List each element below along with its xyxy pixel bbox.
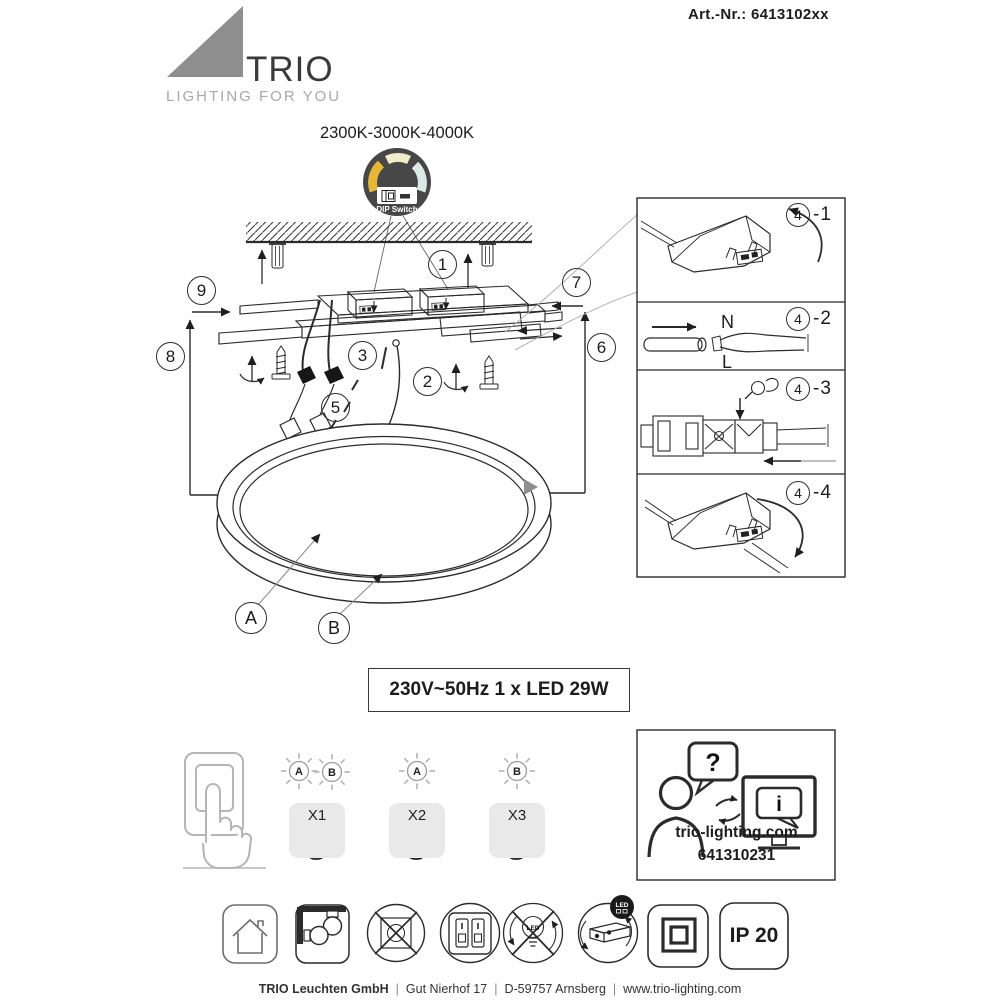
led-text-badge: LED (615, 902, 629, 909)
power-rating-box: 230V~50Hz 1 x LED 29W (368, 668, 630, 712)
lamp-indicator-suns (281, 753, 535, 790)
wall-anchor-right (479, 244, 496, 266)
switch-count-x1 (289, 803, 345, 858)
wire-label-neutral: N (721, 312, 734, 332)
icon-no-recessed-mounting (368, 905, 425, 962)
sun-letter: B (513, 766, 521, 778)
footer-city: D-59757 Arnsberg (504, 982, 606, 996)
sun-b2 (499, 753, 535, 789)
support-code: 641310231 (697, 847, 776, 864)
icon-dip-switches (441, 904, 500, 963)
led-text-bulb: LED (526, 925, 540, 932)
part-b-badge: B (318, 612, 350, 644)
wall-anchor-left (269, 244, 286, 268)
switch-count-x3 (489, 803, 545, 858)
ip-rating-label: IP 20 (729, 924, 779, 947)
footer-company: TRIO Leuchten GmbH (258, 982, 389, 996)
wire-label-live: L (722, 352, 733, 372)
icon-mounting-positions (296, 905, 349, 963)
footer-separator: | (395, 982, 399, 996)
press-count-label: X1 (307, 807, 327, 824)
dip-switch-label: DIP Switch (376, 205, 418, 214)
exchange-arrows-icon (716, 799, 740, 821)
sun-letter: A (295, 766, 303, 778)
step4-4-connector (645, 493, 803, 573)
substep-circle: 4 (786, 377, 810, 401)
trio-logo-triangle (167, 6, 243, 77)
brand-tagline: LIGHTING FOR YOU (166, 88, 342, 105)
color-temperature-label: 2300K-3000K-4000K (319, 124, 475, 142)
sun-a1 (281, 753, 317, 789)
icon-indoor-use (223, 905, 277, 963)
press-count-label: X3 (507, 807, 527, 824)
substep-suffix: -4 (813, 482, 832, 503)
icon-led-not-replaceable (504, 904, 563, 963)
article-number: Art.-Nr.: 6413102xx (688, 6, 829, 23)
bubble-info-text: i (776, 793, 782, 816)
substep-circle: 4 (786, 481, 810, 505)
sun-a2 (399, 753, 435, 789)
substep-4-1-label (786, 203, 832, 227)
substep-suffix: -3 (813, 378, 832, 399)
switch-count-x2 (389, 803, 445, 858)
lamp-drawing (217, 424, 551, 603)
substep-circle: 4 (786, 203, 810, 227)
mounting-bracket (219, 286, 562, 344)
support-website: trio-lighting.com (675, 824, 798, 841)
sun-b1 (314, 754, 350, 790)
bubble-question-text: ? (705, 749, 721, 777)
brand-name: TRIO (246, 50, 334, 89)
press-finger-icon (745, 378, 778, 399)
rotate-arrow-left (240, 356, 264, 382)
footer-address (0, 982, 1000, 996)
wall-switch-drawing (183, 753, 266, 868)
press-count-label: X2 (407, 807, 427, 824)
guide-curve-bottom (515, 292, 638, 350)
step-7-badge: 7 (562, 268, 591, 297)
sun-letter: A (413, 766, 421, 778)
footer-separator: | (612, 982, 617, 996)
step-9-badge: 9 (187, 276, 216, 305)
substep-4-3-label (786, 377, 832, 401)
step-6-badge: 6 (587, 333, 616, 362)
icon-driver-replaceable (579, 895, 638, 963)
sun-letter: B (328, 767, 336, 779)
screw-right (480, 356, 498, 389)
screw-left (272, 346, 290, 379)
footer-street: Gut Nierhof 17 (405, 982, 488, 996)
step-8-badge: 8 (156, 342, 185, 371)
substep-suffix: -1 (813, 204, 832, 225)
substep-suffix: -2 (813, 308, 832, 329)
substep-circle: 4 (786, 307, 810, 331)
footer-website: www.trio-lighting.com (623, 982, 742, 996)
step-1-badge: 1 (428, 250, 457, 279)
footer-separator: | (494, 982, 498, 996)
person-icon (649, 778, 703, 858)
step-5-badge: 5 (321, 393, 350, 422)
substep-4-4-label (786, 481, 832, 505)
part-a-badge: A (235, 602, 267, 634)
substep-4-2-label (786, 307, 832, 331)
ceiling-hatch (246, 222, 532, 242)
icon-class-ii (648, 905, 708, 967)
rotate-arrow-right (444, 364, 468, 390)
step-2-badge: 2 (413, 367, 442, 396)
step-3-badge: 3 (348, 341, 377, 370)
